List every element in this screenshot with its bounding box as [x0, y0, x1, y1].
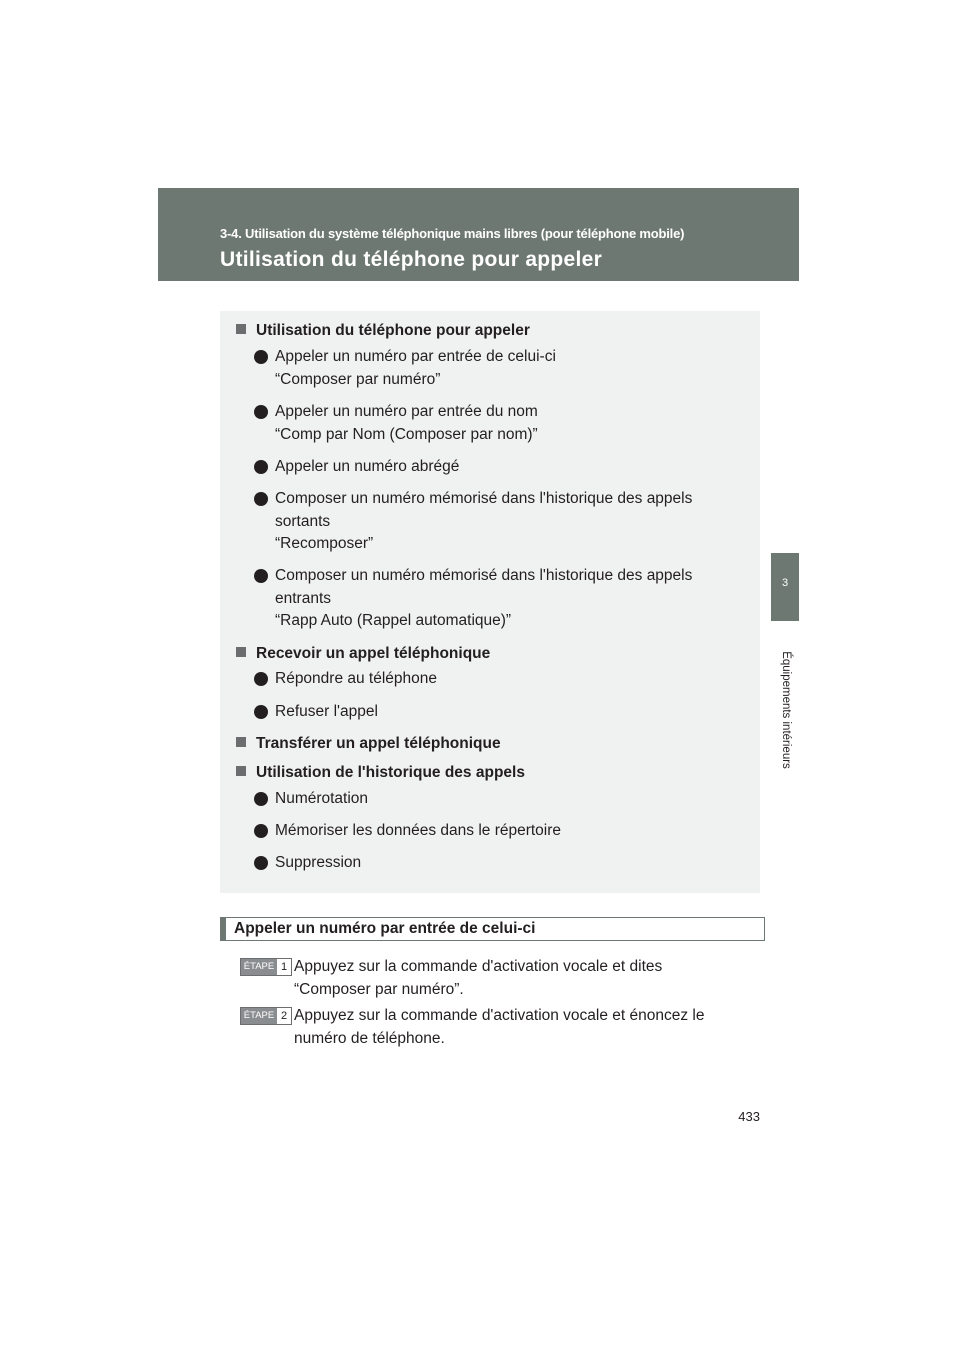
summary-heading: Recevoir un appel téléphonique — [236, 643, 490, 666]
chapter-side-label: Équipements intérieurs — [780, 651, 792, 769]
chapter-tab: 3 — [771, 553, 799, 621]
step-badge — [240, 958, 292, 976]
bullet-icon — [254, 672, 268, 686]
step-badge — [240, 1007, 292, 1025]
list-item-continued: entrants — [275, 590, 332, 607]
list-item-continued: sortants — [275, 513, 331, 530]
square-bullet-icon — [236, 766, 246, 776]
page-title: Utilisation du téléphone pour appeler — [220, 248, 603, 271]
step-text: Appuyez sur la commande d'activation vocale et énoncez le numéro de téléphone. — [294, 1007, 705, 1047]
chapter-header — [158, 188, 799, 281]
bullet-icon — [254, 569, 268, 583]
bullet-icon — [254, 492, 268, 506]
square-bullet-icon — [236, 737, 246, 747]
step-text: Appuyez sur la commande d'activation vocale et dites “Composer par numéro”. — [294, 958, 663, 998]
square-bullet-icon — [236, 647, 246, 657]
bullet-icon — [254, 792, 268, 806]
list-item-sub: “Composer par numéro” — [275, 371, 441, 388]
section-label: 3-4. Utilisation du système téléphonique mains libres (pour téléphone mobile) — [220, 226, 685, 241]
summary-heading: Utilisation de l'historique des appels — [236, 762, 525, 785]
step-word: ÉTAPE — [241, 1008, 277, 1024]
bullet-icon — [254, 405, 268, 419]
procedure-title-bar — [220, 917, 765, 941]
bullet-icon — [254, 460, 268, 474]
step-number: 2 — [280, 1010, 288, 1022]
page-number: 433 — [738, 1109, 760, 1124]
summary-heading: Utilisation du téléphone pour appeler — [236, 320, 530, 343]
summary-heading: Transférer un appel téléphonique — [236, 733, 501, 756]
list-item-sub: “Comp par Nom (Composer par nom)” — [275, 426, 538, 443]
bullet-icon — [254, 350, 268, 364]
bullet-icon — [254, 705, 268, 719]
bullet-icon — [254, 856, 268, 870]
step-number: 1 — [280, 961, 288, 973]
bullet-icon — [254, 824, 268, 838]
step-word: ÉTAPE — [241, 959, 277, 975]
list-item-sub: “Rapp Auto (Rappel automatique)” — [275, 612, 512, 629]
procedure-title: Appeler un numéro par entrée de celui-ci — [234, 920, 536, 937]
square-bullet-icon — [236, 324, 246, 334]
summary-box: Utilisation du téléphone pour appeler Appeler un numéro par entrée de celui-ci “Composer par numéro” Appeler un numéro par entrée du nom “Comp par Nom (Composer par nom)” Appeler un numéro abrégé Composer un numéro mémorisé dans l'historique des appels sortants “Recomposer” Composer un numéro mémorisé dans l'historique des appels entrants “Rapp Auto (Rappel automatique)” Recevoir un appel téléphonique Répondre au téléphone Refuser l'appel Transférer un appel téléphonique Utilisation de l'historique des appels Numérotation Mémoriser les données dans le répertoire Suppression — [220, 311, 760, 893]
list-item-sub: “Recomposer” — [275, 535, 374, 552]
